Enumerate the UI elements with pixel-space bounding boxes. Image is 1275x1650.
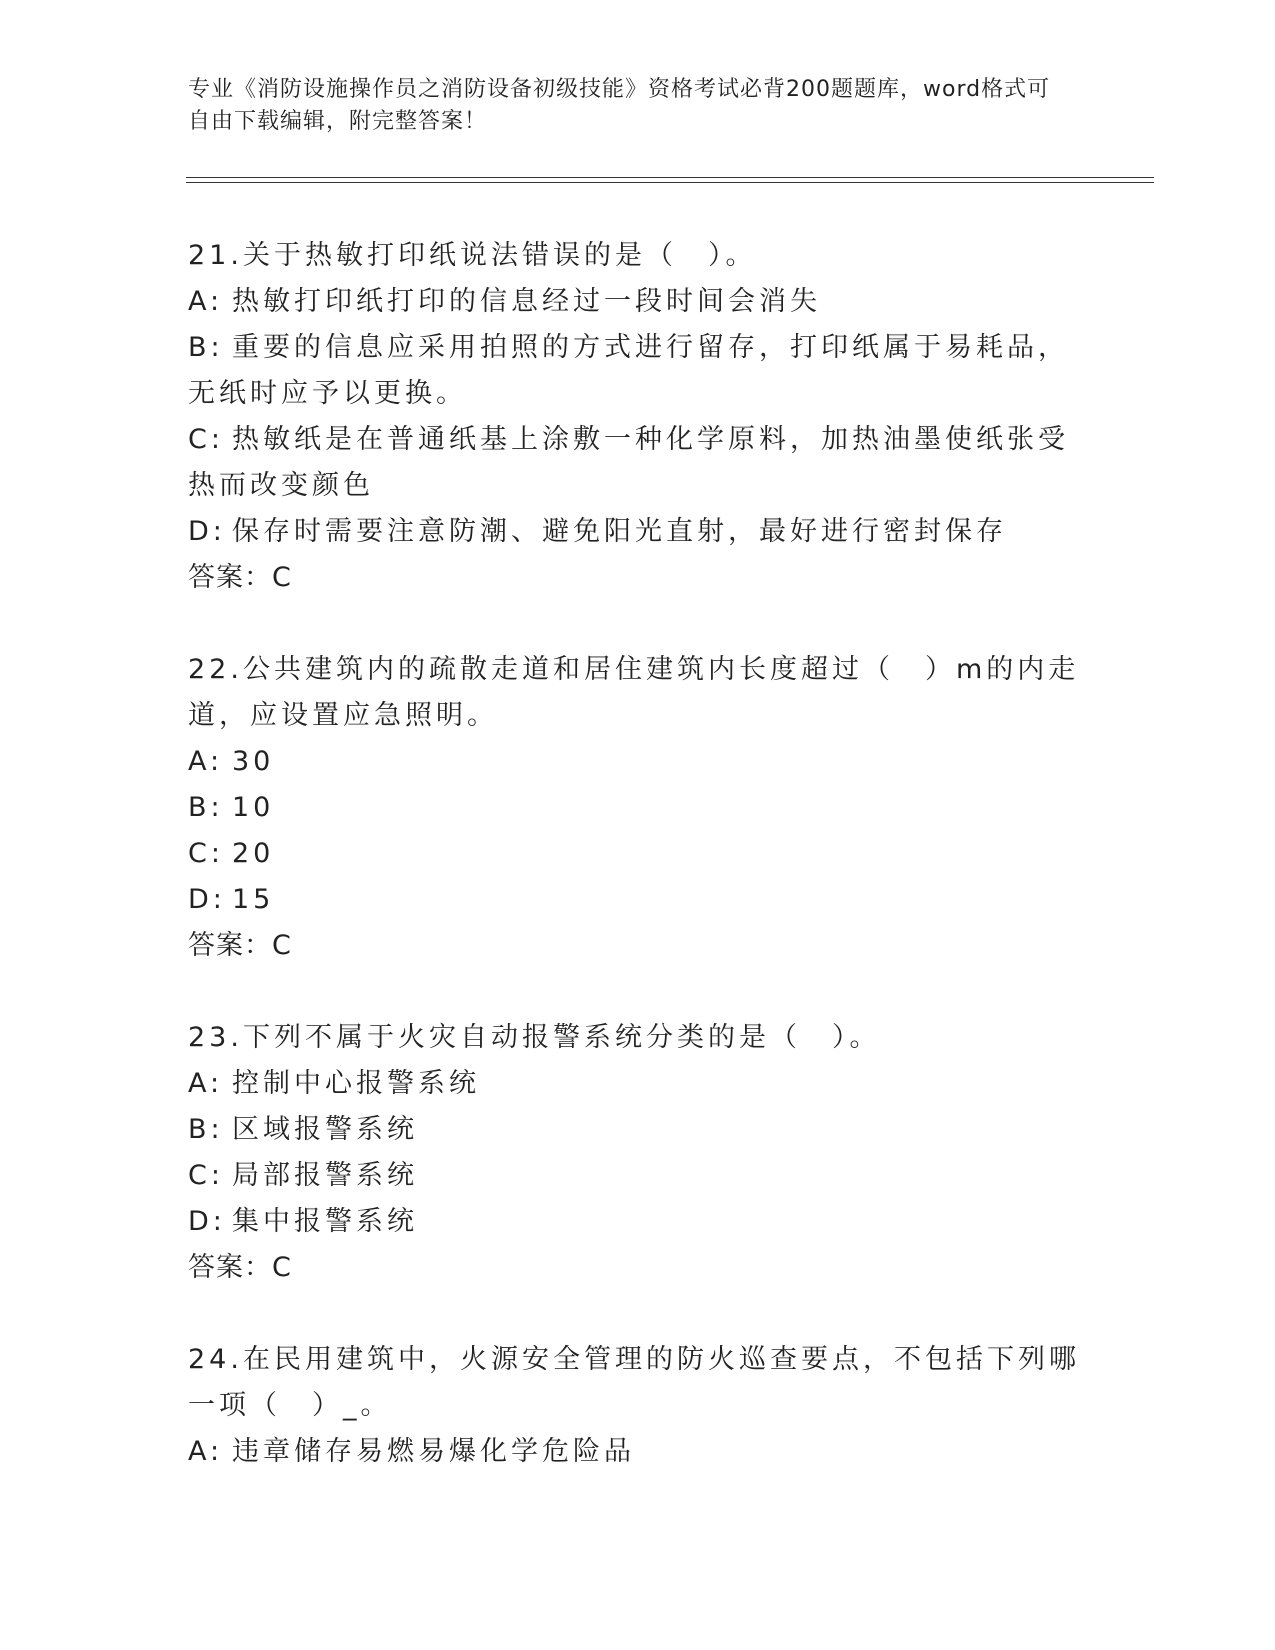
option-text: 20 [232,838,275,869]
option-label: A: [188,1068,224,1099]
option-label: C: [188,838,224,869]
option-text: 保存时需要注意防潮、避免阳光直射，最好进行密封保存 [232,516,1007,547]
option-c [188,831,1088,877]
option-d [188,877,1088,923]
option-d [188,1199,1088,1245]
option-label: A: [188,286,224,317]
option-label: D: [188,884,226,915]
option-d [188,509,1088,555]
option-a [188,739,1088,785]
option-text: 重要的信息应采用拍照的方式进行留存，打印纸属于易耗品，无纸时应予以更换。 [188,332,1069,409]
header-divider-bottom [186,182,1154,183]
option-label: D: [188,1206,226,1237]
option-a [188,1061,1088,1107]
question-stem: 21.关于热敏打印纸说法错误的是（ ）。 [188,240,757,271]
question-21 [188,233,1088,601]
option-b [188,325,1088,417]
option-label: B: [188,332,224,363]
option-label: A: [188,1436,224,1467]
option-text: 10 [232,792,275,823]
option-c [188,417,1088,509]
option-label: A: [188,746,224,777]
question-23 [188,1015,1088,1291]
question-24 [188,1337,1088,1475]
option-a [188,279,1088,325]
answer-key: 答案：C [188,930,292,961]
option-text: 热敏打印纸打印的信息经过一段时间会消失 [232,286,821,317]
option-label: B: [188,792,224,823]
option-c [188,1153,1088,1199]
question-22 [188,647,1088,969]
document-header: 专业《消防设施操作员之消防设备初级技能》资格考试必背200题题库，word格式可自由下载编辑，附完整答案！ [188,77,1051,134]
option-b [188,1107,1088,1153]
option-label: C: [188,1160,224,1191]
option-text: 集中报警系统 [232,1206,418,1237]
option-text: 15 [232,884,275,915]
option-text: 热敏纸是在普通纸基上涂敷一种化学原料，加热油墨使纸张受热而改变颜色 [188,424,1069,501]
option-a [188,1429,1088,1475]
option-text: 违章储存易燃易爆化学危险品 [232,1436,635,1467]
question-stem: 23.下列不属于火灾自动报警系统分类的是（ ）。 [188,1022,881,1053]
header-divider-top [186,177,1154,178]
option-label: B: [188,1114,224,1145]
answer-key: 答案：C [188,1252,292,1283]
question-list [188,233,1088,1521]
option-text: 局部报警系统 [232,1160,418,1191]
option-text: 区域报警系统 [232,1114,418,1145]
option-text: 30 [232,746,275,777]
option-text: 控制中心报警系统 [232,1068,480,1099]
question-stem: 22.公共建筑内的疏散走道和居住建筑内长度超过（ ）m的内走道，应设置应急照明。 [188,654,1080,731]
option-b [188,785,1088,831]
question-stem: 24.在民用建筑中，火源安全管理的防火巡查要点，不包括下列哪一项（ ）_。 [188,1344,1080,1421]
option-label: D: [188,516,226,547]
answer-key: 答案：C [188,562,292,593]
option-label: C: [188,424,224,455]
